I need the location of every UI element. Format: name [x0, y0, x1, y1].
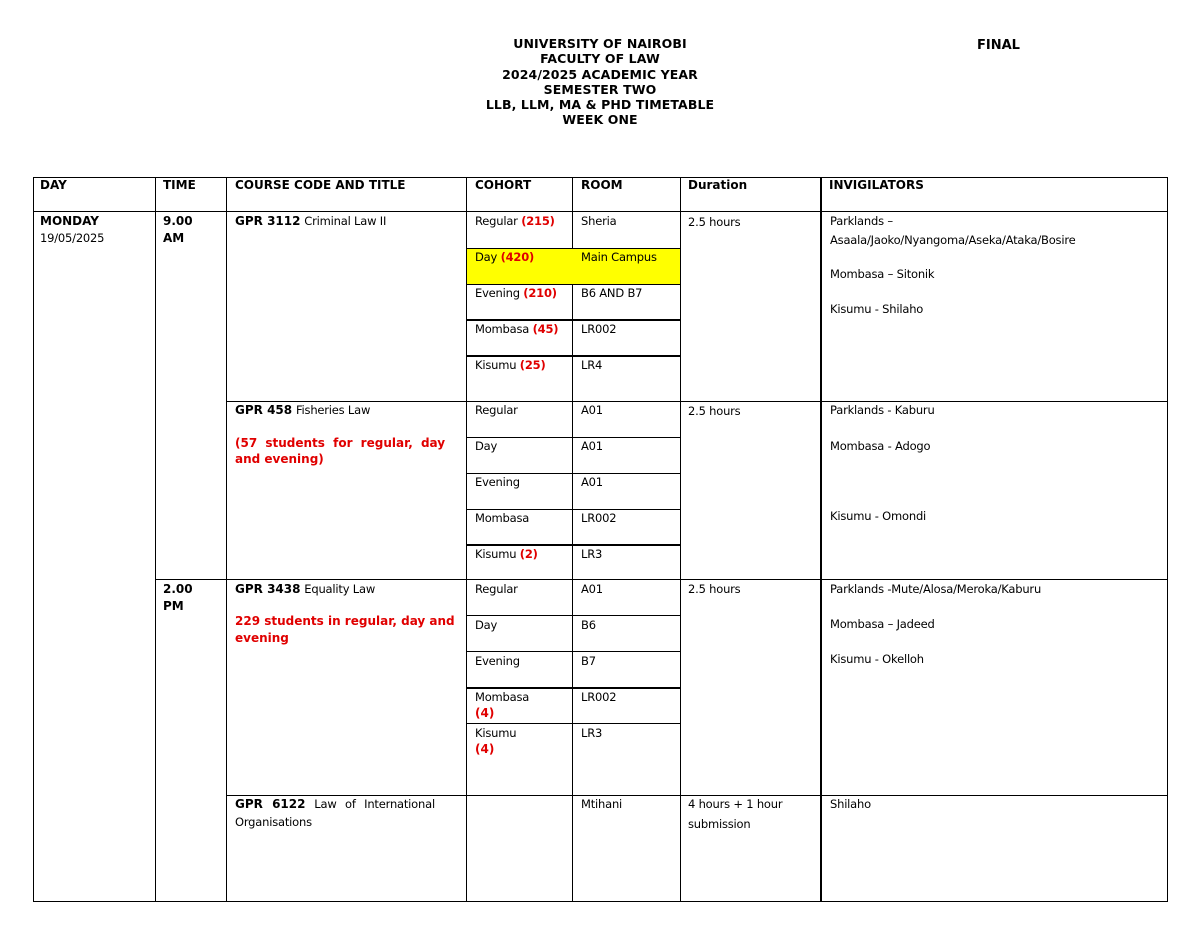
course-code: GPR 3438: [235, 582, 301, 596]
cohort-cell: Kisumu (2): [475, 547, 538, 561]
course-title-continued: Organisations: [235, 815, 312, 829]
column-header-cohort: COHORT: [475, 178, 532, 192]
room-cell: B6: [581, 618, 596, 632]
room-cell: Mtihani: [581, 797, 623, 811]
room-cell: B6 AND B7: [581, 286, 643, 300]
duration-cell: 2.5 hours: [688, 404, 741, 418]
invigilator-line: Mombasa – Sitonik: [830, 267, 935, 281]
course-note: (57 students for regular, day: [235, 436, 446, 450]
day-date: 19/05/2025: [40, 231, 105, 245]
course-title: Equality Law: [304, 582, 376, 596]
invigilator-line: Kisumu - Omondi: [830, 509, 927, 523]
duration-cell: 2.5 hours: [688, 582, 741, 596]
room-cell: A01: [581, 582, 603, 596]
cohort-cell: Day: [475, 439, 498, 453]
column-header-invigilators: INVIGILATORS: [829, 178, 924, 192]
course-title: Fisheries Law: [295, 403, 371, 417]
room-cell: LR3: [581, 547, 603, 561]
room-cell: Sheria: [581, 214, 617, 228]
room-cell: B7: [581, 654, 596, 668]
course-code: GPR 458: [235, 403, 293, 417]
invigilator-line: Asaala/Jaoko/Nyangoma/Aseka/Ataka/Bosire: [830, 233, 1076, 247]
cohort-cell: Evening: [475, 475, 520, 489]
semester: SEMESTER TWO: [543, 81, 657, 97]
room-cell: LR4: [581, 358, 603, 372]
duration-cell: 4 hours + 1 hour: [688, 797, 783, 811]
cohort-count: (4): [475, 706, 495, 720]
invigilator-line: Mombasa – Jadeed: [830, 617, 935, 631]
invigilator-line: Parklands –: [830, 214, 893, 228]
room-cell: A01: [581, 403, 603, 417]
column-header-room: ROOM: [581, 178, 623, 192]
time-slot-afternoon: 2.00: [163, 582, 193, 596]
faculty-name: FACULTY OF LAW: [540, 51, 660, 67]
invigilator-line: Mombasa - Adogo: [830, 439, 931, 453]
cohort-cell: Kisumu (25): [475, 358, 546, 372]
week-label: WEEK ONE: [562, 112, 638, 128]
room-cell: Main Campus: [581, 250, 657, 264]
cohort-cell: Mombasa: [475, 511, 530, 525]
time-slot-morning-period: AM: [163, 231, 185, 245]
course-note: 229 students in regular, day and: [235, 614, 455, 628]
course-title: Law of International: [314, 797, 435, 811]
room-cell: LR002: [581, 322, 617, 336]
room-cell: A01: [581, 475, 603, 489]
cohort-cell: Day (420): [475, 250, 535, 264]
course-title-cell: [235, 213, 386, 229]
cohort-cell: Day: [475, 618, 498, 632]
invigilator-line: Kisumu - Shilaho: [830, 302, 924, 316]
room-cell: LR3: [581, 726, 603, 740]
cohort-cell: Evening (210): [475, 286, 557, 300]
academic-year: 2024/2025 ACADEMIC YEAR: [502, 66, 698, 82]
document-header: [0, 36, 1200, 128]
cohort-cell: Evening: [475, 654, 520, 668]
time-slot-afternoon-period: PM: [163, 599, 184, 613]
column-header-course: COURSE CODE AND TITLE: [235, 178, 406, 192]
invigilator-line: Shilaho: [830, 797, 871, 811]
invigilator-line: Kisumu - Okelloh: [830, 652, 924, 666]
course-title-cell: [235, 796, 435, 812]
day-name: MONDAY: [40, 214, 99, 228]
cohort-cell: Kisumu: [475, 726, 517, 740]
course-title-cell: [235, 402, 370, 418]
university-name: UNIVERSITY OF NAIROBI: [513, 36, 687, 51]
cohort-count: (4): [475, 742, 495, 756]
room-cell: LR002: [581, 511, 617, 525]
course-note: and evening): [235, 452, 324, 466]
cohort-cell: Regular: [475, 582, 518, 596]
invigilator-line: Parklands -Mute/Alosa/Meroka/Kaburu: [830, 582, 1042, 596]
time-slot-morning: 9.00: [163, 214, 193, 228]
column-header-day: DAY: [40, 178, 67, 192]
column-header-duration: Duration: [688, 178, 748, 192]
course-code: GPR 3112: [235, 214, 301, 228]
final-status: FINAL: [977, 38, 1020, 53]
cohort-cell: Mombasa (45): [475, 322, 559, 336]
duration-cell: 2.5 hours: [688, 215, 741, 229]
course-title-cell: [235, 581, 375, 597]
timetable-title: LLB, LLM, MA & PHD TIMETABLE: [485, 97, 715, 113]
room-cell: LR002: [581, 690, 617, 704]
column-header-time: TIME: [163, 178, 196, 192]
cohort-cell: Regular: [475, 403, 518, 417]
course-note: evening: [235, 631, 289, 645]
cohort-cell: Mombasa: [475, 690, 530, 704]
cohort-cell: Regular (215): [475, 214, 555, 228]
duration-cell-continued: submission: [688, 817, 751, 831]
course-code: GPR 6122: [235, 797, 306, 811]
room-cell: A01: [581, 439, 603, 453]
course-title: Criminal Law II: [304, 214, 387, 228]
invigilator-line: Parklands - Kaburu: [830, 403, 935, 417]
